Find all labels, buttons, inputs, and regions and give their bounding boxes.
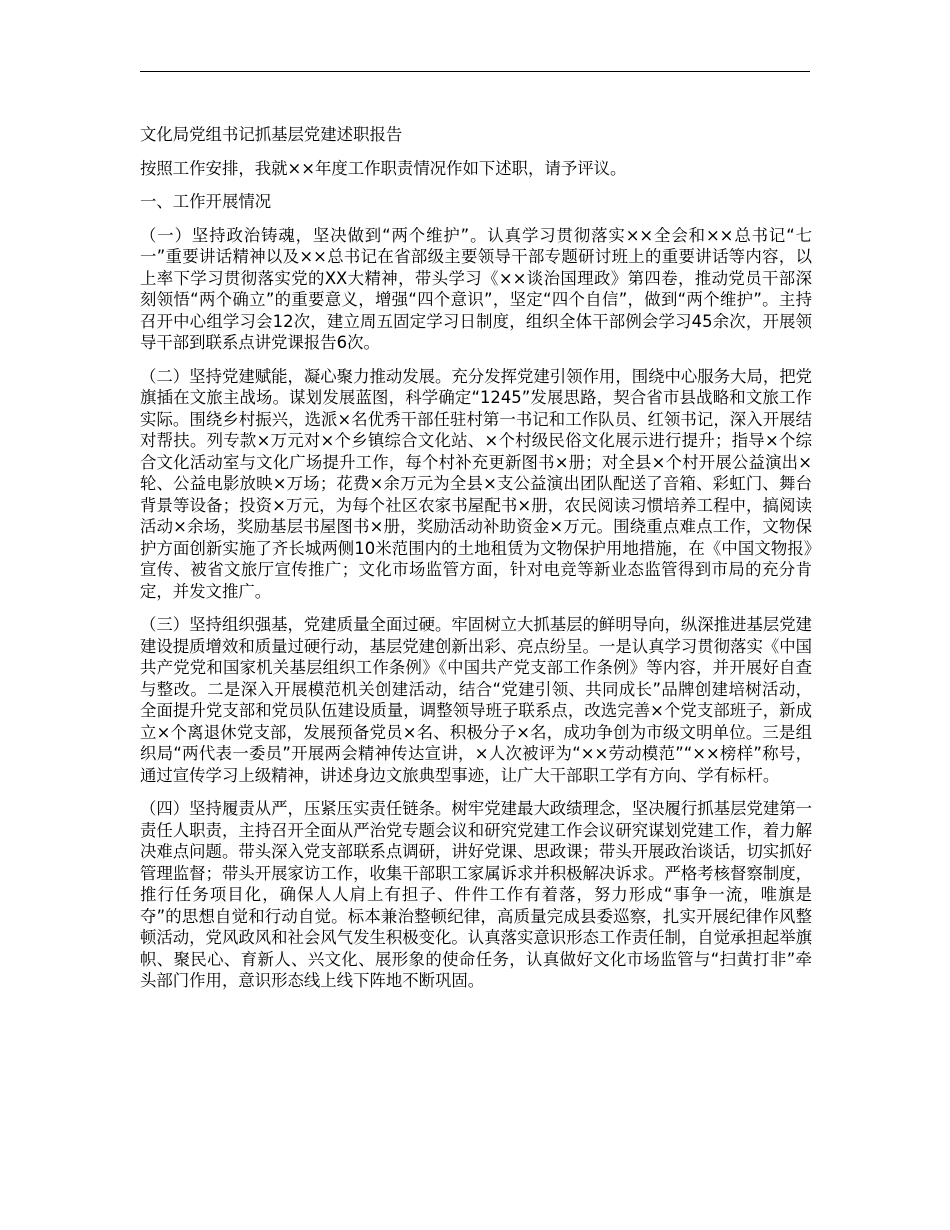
paragraph-1: （一）坚持政治铸魂，坚决做到“两个维护”。认真学习贯彻落实××全会和××总书记“七一”重要讲话精神以及××总书记在省部级主要领导干部专题研讨班上的重要讲话等内容，以上率下学习贯彻落实党的XX大精神，带头学习《××谈治国理政》第四卷，推动党员干部深刻领悟“两个确立”的重要意义，增强“四个意识”，坚定“四个自信”，做到“两个维护”。主持召开中心组学习会12次，建立周五固定学习日制度，组织全体干部例会学习45余次，开展领导干部到联系点讲党课报告6次。 bbox=[140, 225, 812, 352]
document-body bbox=[140, 124, 812, 1004]
document-title: 文化局党组书记抓基层党建述职报告 bbox=[140, 125, 403, 144]
paragraph-2: （二）坚持党建赋能，凝心聚力推动发展。充分发挥党建引领作用，围绕中心服务大局，把党旗插在文旅主战场。谋划发展蓝图，科学确定“1245”发展思路，契合省市县战略和文旅工作实际。围绕乡村振兴，选派×名优秀干部任驻村第一书记和工作队员、红领书记，深入开展结对帮扶。列专款×万元对×个乡镇综合文化站、×个村级民俗文化展示进行提升；指导×个综合文化活动室与文化广场提升工作，每个村补充更新图书×册；对全县×个村开展公益演出×轮、公益电影放映×万场；花费×余万元为全县×支公益演出团队配送了音箱、彩虹门、舞台背景等设备；投资×万元，为每个社区农家书屋配书×册，农民阅读习惯培养工程中，搞阅读活动×余场，奖励基层书屋图书×册，奖励活动补助资金×万元。围绕重点难点工作，文物保护方面创新实施了齐长城两侧10米范围内的土地租赁为文物保护用地措施，在《中国文物报》宣传、被省文旅厅宣传推广；文化市场监管方面，针对电竞等新业态监管得到市局的充分肯定，并发文推广。 bbox=[140, 366, 813, 601]
intro-text: 按照工作安排，我就××年度工作职责情况作如下述职，请予评议。 bbox=[140, 158, 627, 178]
header-rule bbox=[140, 71, 810, 72]
paragraph-3: （三）坚持组织强基，党建质量全面过硬。牢固树立大抓基层的鲜明导向，纵深推进基层党建建设提质增效和质量过硬行动，基层党建创新出彩、亮点纷呈。一是认真学习贯彻落实《中国共产党党和国家机关基层组织工作条例》《中国共产党支部工作条例》等内容，并开展好自查与整改。二是深入开展模范机关创建活动，结合“党建引领、共同成长”品牌创建培树活动，全面提升党支部和党员队伍建设质量，调整领导班子联系点，改选完善×个党支部班子，新成立×个离退休党支部，发展预备党员×名、积极分子×名，成功争创为市级文明单位。三是组织局“两代表一委员”开展两会精神传达宣讲，×人次被评为“××劳动模范”“××榜样”称号，通过宣传学习上级精神，讲述身边文旅典型事迹，让广大干部职工学有方向、学有标杆。 bbox=[140, 615, 813, 785]
paragraph-4: （四）坚持履责从严，压紧压实责任链条。树牢党建最大政绩理念，坚决履行抓基层党建第一责任人职责，主持召开全面从严治党专题会议和研究党建工作会议研究谋划党建工作，着力解决难点问题。带头深入党支部联系点调研，讲好党课、思政课；带头开展政治谈话，切实抓好管理监督；带头开展家访工作，收集干部职工家属诉求并积极解决诉求。严格考核督察制度，推行任务项目化，确保人人肩上有担子、件件工作有着落，努力形成“事争一流，唯旗是夺”的思想自觉和行动自觉。标本兼治整顿纪律，高质量完成县委巡察，扎实开展纪律作风整顿活动，党风政风和社会风气发生积极变化。认真落实意识形态工作责任制，自觉承担起举旗帜、聚民心、育新人、兴文化、展形象的使命任务，认真做好文化市场监管与“扫黄打非”牵头部门作用，意识形态线上线下阵地不断巩固。 bbox=[140, 799, 813, 990]
section-heading: 一、工作开展情况 bbox=[140, 192, 272, 211]
